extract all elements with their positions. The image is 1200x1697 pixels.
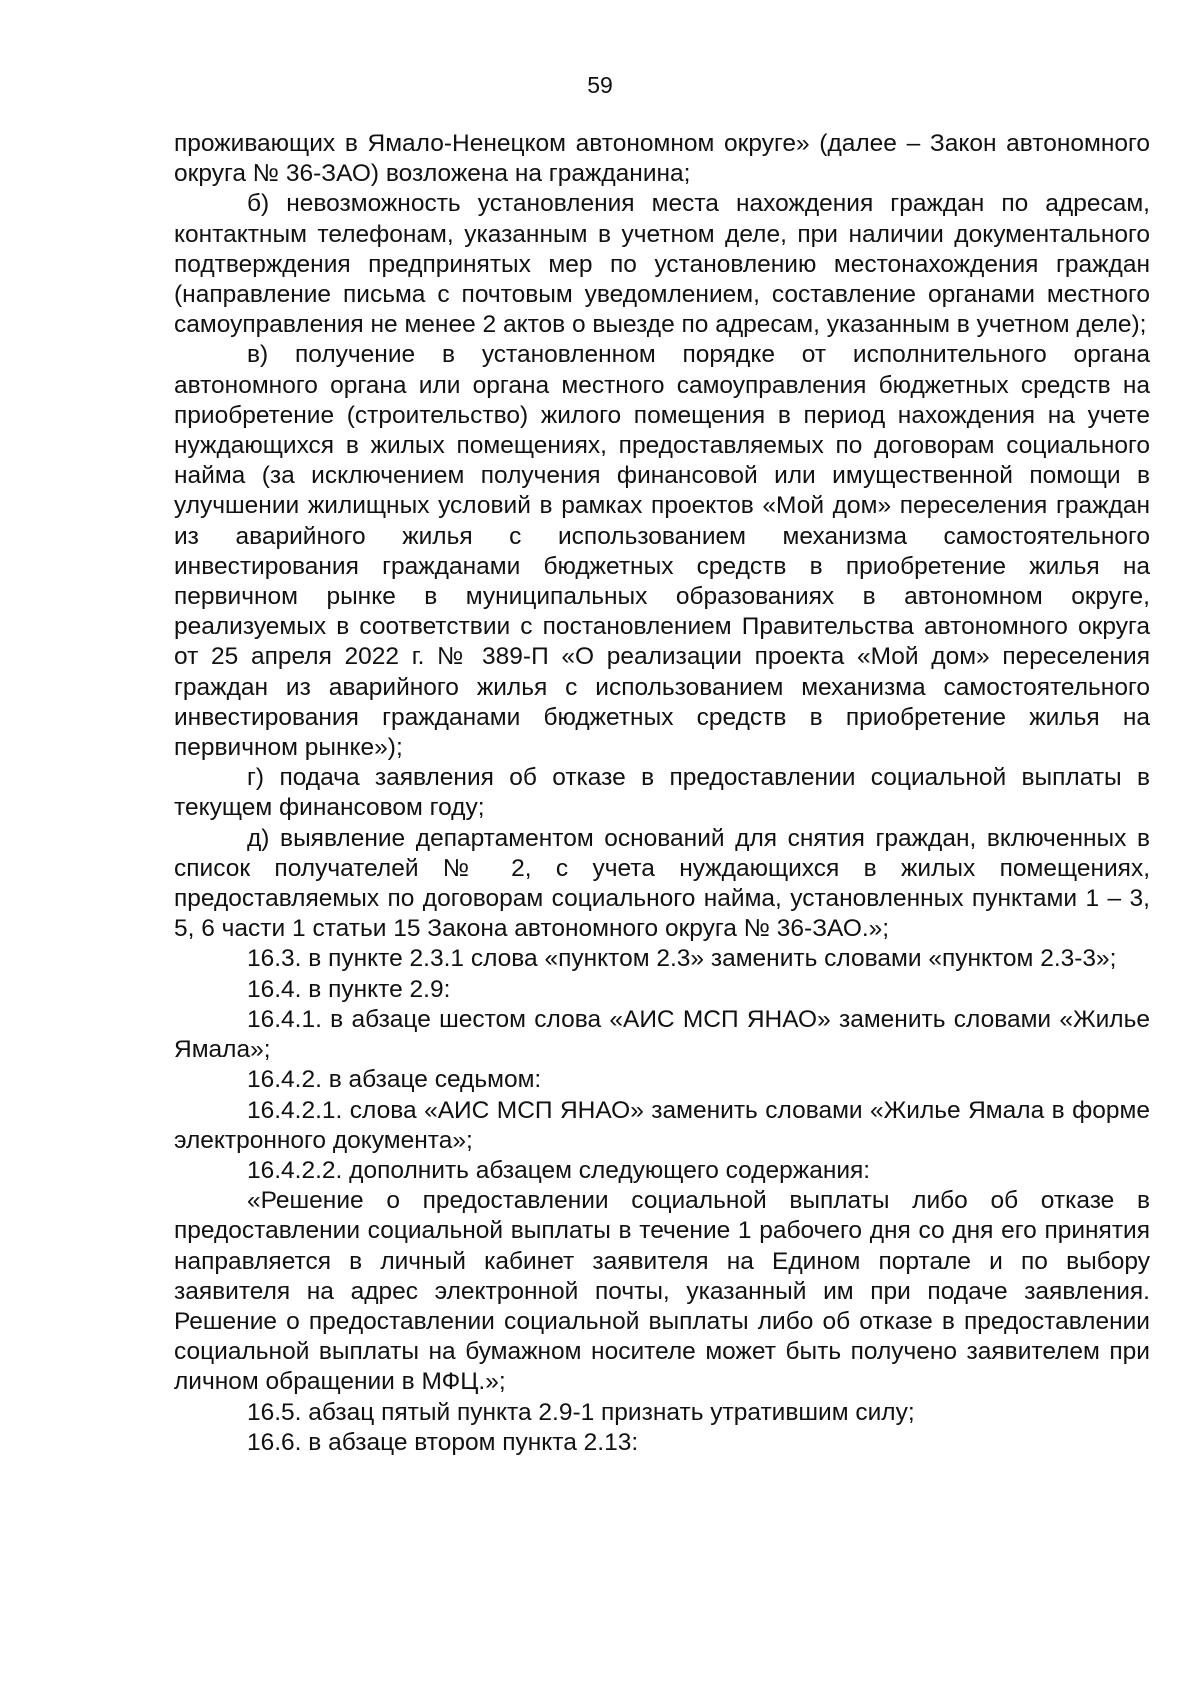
paragraph-16-4-1: 16.4.1. в абзаце шестом слова «АИС МСП ЯНАО» заменить словами «Жилье Ямала»; <box>174 1005 1150 1064</box>
paragraph-16-4: 16.4. в пункте 2.9: <box>247 975 451 1003</box>
paragraph-16-4-2-1: 16.4.2.1. слова «АИС МСП ЯНАО» заменить словами «Жилье Ямала в форме электронного документа»; <box>174 1096 1150 1154</box>
paragraph-continuation: проживающих в Ямало-Ненецком автономном округе» (далее – Закон автономного округа № 36-ЗАО) возложена на гражданина; <box>174 130 1150 188</box>
paragraph-16-5: 16.5. абзац пятый пункта 2.9-1 признать утратившим силу; <box>247 1398 915 1426</box>
paragraph-quoted-addition: «Решение о предоставлении социальной выплаты либо об отказе в предоставлении социальной выплаты в течение 1 рабочего дня со дня его принятия направляется в личный кабинет заявителя на Едином портале и по выбору заявителя на адрес электронной почты, указанный им при подаче заявления. Решение о предоставлении социальной выплаты либо об отказе в предоставлении социальной выплаты на бумажном носителе может быть получено заявителем при личном обращении в МФЦ.»; <box>174 1187 1150 1396</box>
paragraph-item-d: д) выявление департаментом оснований для снятия граждан, включенных в список получателей № 2, с учета нуждающихся в жилых помещениях, предоставляемых по договорам социального найма, установленных пунктами 1 – 3, 5, 6 части 1 статьи 15 Закона автономного округа № 36-ЗАО.»; <box>174 824 1150 943</box>
page-number: 59 <box>587 72 613 98</box>
paragraph-16-6: 16.6. в абзаце втором пункта 2.13: <box>247 1428 639 1456</box>
document-body <box>174 129 1150 1458</box>
paragraph-item-g: г) подача заявления об отказе в предоставлении социальной выплаты в текущем финансовом году; <box>174 764 1150 822</box>
paragraph-16-4-2: 16.4.2. в абзаце седьмом: <box>247 1066 542 1094</box>
paragraph-16-3: 16.3. в пункте 2.3.1 слова «пунктом 2.3» заменить словами «пунктом 2.3-3»; <box>247 945 1117 973</box>
paragraph-16-4-2-2: 16.4.2.2. дополнить абзацем следующего содержания: <box>247 1156 871 1184</box>
paragraph-item-v: в) получение в установленном порядке от исполнительного органа автономного органа или органа местного самоуправления бюджетных средств на приобретение (строительство) жилого помещения в период нахождения на учете нуждающихся в жилых помещениях, предоставляемых по договорам социального найма (за исключением получения финансовой или имущественной помощи в улучшении жилищных условий в рамках проектов «Мой дом» переселения граждан из аварийного жилья с использованием механизма самостоятельного инвестирования гражданами бюджетных средств в приобретение жилья на первичном рынке в муниципальных образованиях в автономном округе, реализуемых в соответствии с постановлением Правительства автономного округа от 25 апреля 2022 г. № 389-П «О реализации проекта «Мой дом» переселения граждан из аварийного жилья с использованием механизма самостоятельного инвестирования гражданами бюджетных средств в приобретение жилья на первичном рынке»); <box>174 341 1150 762</box>
paragraph-item-b: б) невозможность установления места нахождения граждан по адресам, контактным телефонам, указанным в учетном деле, при наличии документального подтверждения предпринятых мер по установлению местонахождения граждан (направление письма с почтовым уведомлением, составление органами местного самоуправления не менее 2 актов о выезде по адресам, указанным в учетном деле); <box>174 190 1150 339</box>
